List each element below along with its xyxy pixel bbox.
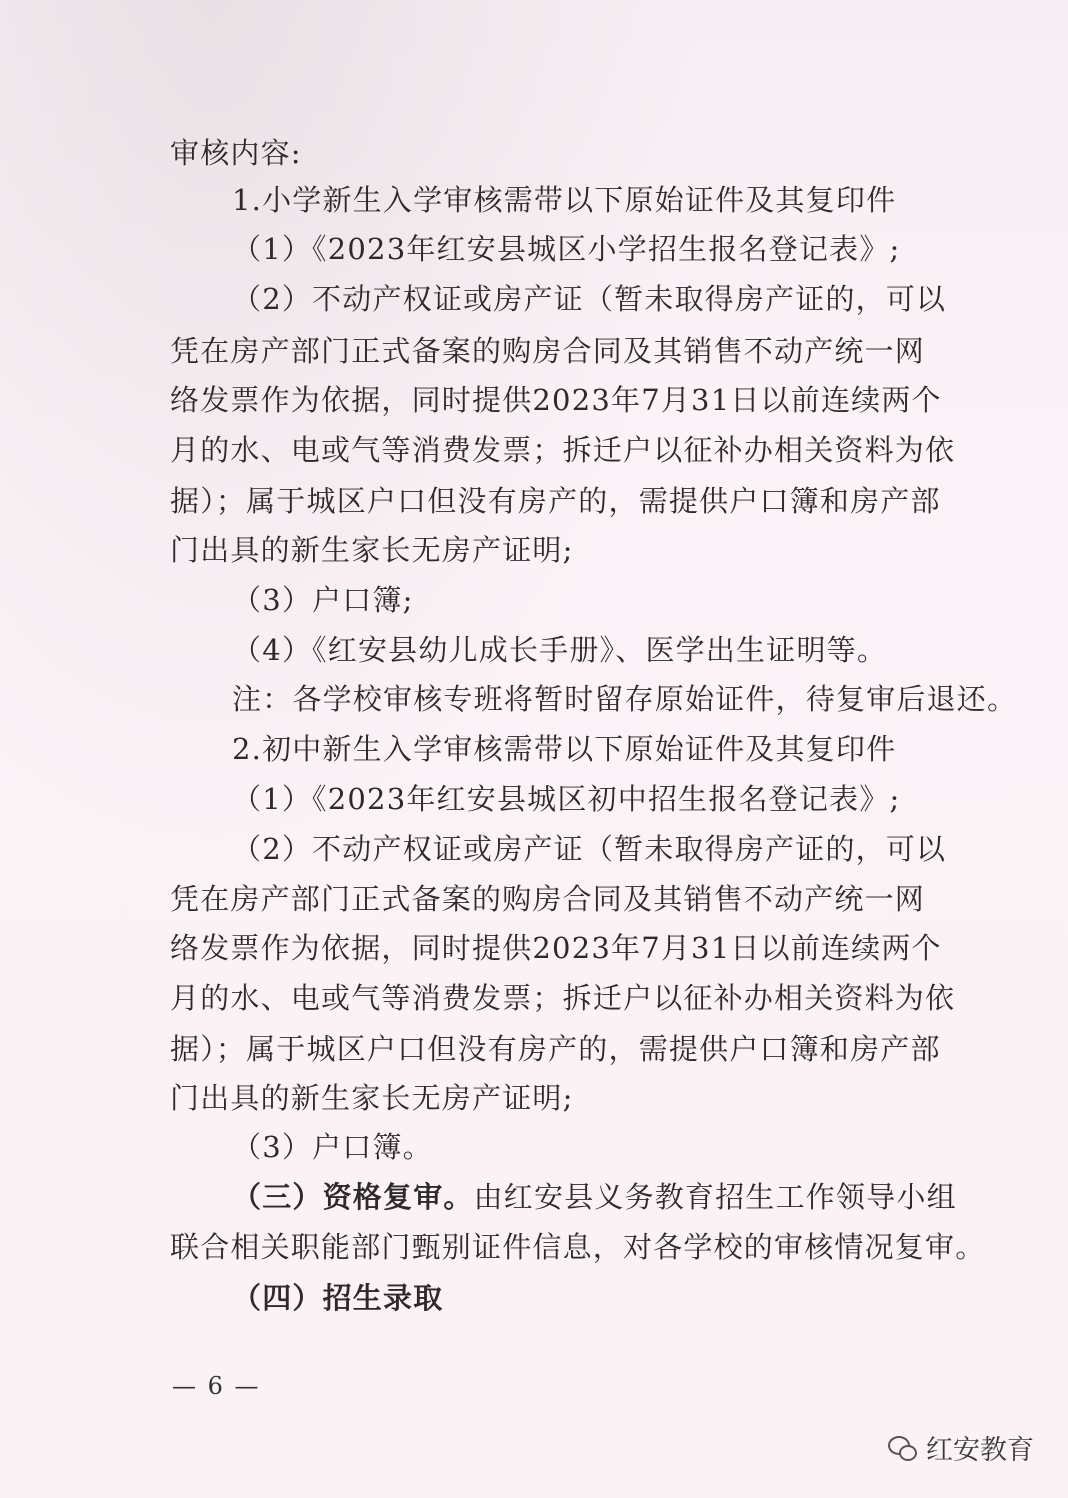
- paragraph-line: 门出具的新生家长无房产证明;: [170, 1081, 574, 1115]
- paragraph-line: 凭在房产部门正式备案的购房合同及其销售不动产统一网: [170, 882, 926, 916]
- paragraph-line: （1）《2023年红安县城区初中招生报名登记表》;: [232, 782, 901, 816]
- paragraph-line: 据）；属于城区户口但没有房产的，需提供户口簿和房产部: [170, 484, 941, 518]
- paragraph-line: 注：各学校审核专班将暂时留存原始证件，待复审后退还。: [232, 682, 1018, 716]
- paragraph-line: 络发票作为依据，同时提供2023年7月31日以前连续两个: [170, 383, 942, 417]
- paragraph-line: （3）户口簿。: [232, 1130, 433, 1164]
- watermark-label: 红安教育: [926, 1435, 1034, 1466]
- page-number: — 6 —: [172, 1372, 261, 1400]
- paragraph-line: （三）资格复审。由红安县义务教育招生工作领导小组: [232, 1180, 957, 1214]
- paragraph-line: （3）户口簿;: [232, 583, 414, 617]
- paragraph-line: （2）不动产权证或房产证（暂未取得房产证的，可以: [232, 282, 947, 316]
- paragraph-line: 月的水、电或气等消费发票；拆迁户以征补办相关资料为依: [170, 981, 956, 1015]
- section-heading: 审核内容:: [170, 136, 302, 170]
- paragraph-line: （1）《2023年红安县城区小学招生报名登记表》;: [232, 232, 901, 266]
- paragraph-line: 据）；属于城区户口但没有房产的，需提供户口簿和房产部: [170, 1032, 941, 1066]
- paragraph-line: 联合相关职能部门甄别证件信息，对各学校的审核情况复审。: [170, 1230, 986, 1264]
- paragraph-line: 月的水、电或气等消费发票；拆迁户以征补办相关资料为依: [170, 433, 956, 467]
- wechat-icon: [888, 1434, 916, 1462]
- paragraph-line: 门出具的新生家长无房产证明;: [170, 533, 574, 567]
- paragraph-line: 2.初中新生入学审核需带以下原始证件及其复印件: [232, 732, 897, 766]
- paragraph-line: （2）不动产权证或房产证（暂未取得房产证的，可以: [232, 832, 947, 866]
- paragraph-line: 凭在房产部门正式备案的购房合同及其销售不动产统一网: [170, 334, 926, 368]
- subsection-heading: （三）资格复审。: [232, 1180, 474, 1214]
- subsection-heading: （四）招生录取: [232, 1281, 444, 1315]
- paragraph-line: 1.小学新生入学审核需带以下原始证件及其复印件: [232, 183, 897, 217]
- paragraph-line: [232, 1278, 905, 1318]
- paragraph-line: （4）《红安县幼儿成长手册》、医学出生证明等。: [232, 633, 888, 667]
- paragraph-line: 络发票作为依据，同时提供2023年7月31日以前连续两个: [170, 931, 942, 965]
- watermark: [888, 1428, 1034, 1467]
